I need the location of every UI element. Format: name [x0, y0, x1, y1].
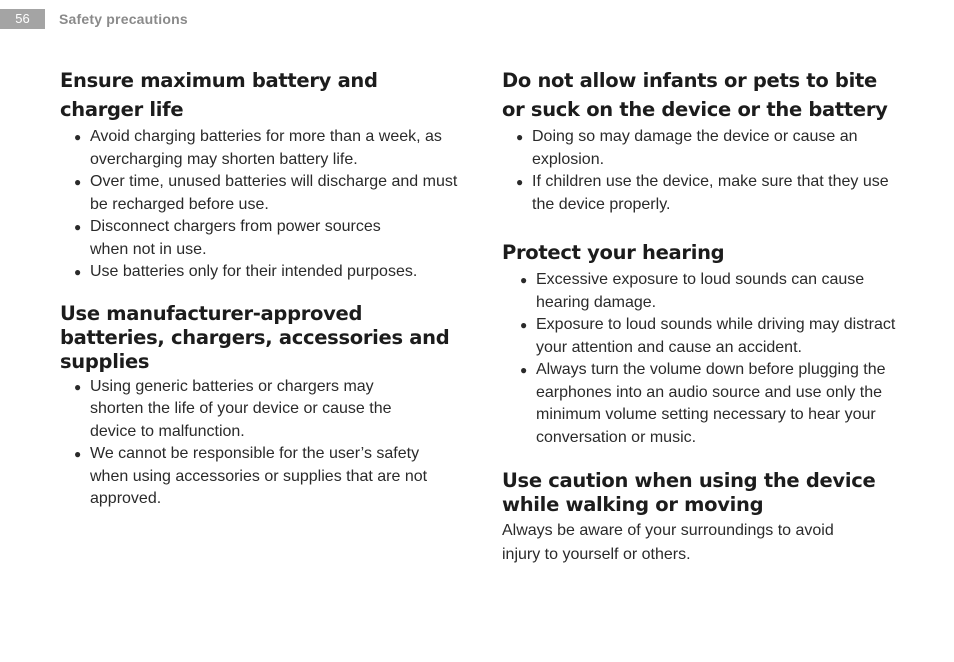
page-number: 56: [0, 9, 45, 29]
approved-section: [60, 302, 460, 511]
infants-list: [502, 126, 892, 216]
infants-section: [502, 66, 902, 216]
left-column: [60, 66, 460, 529]
battery-heading: Ensure maximum battery and charger life: [60, 69, 378, 121]
page-header: [0, 9, 188, 29]
hearing-section: [502, 238, 902, 449]
list-item: ● Use batteries only for their intended purposes.: [90, 261, 460, 284]
list-item: ● Over time, unused batteries will discharge and must be recharged before use.: [90, 171, 460, 216]
list-item: ● Always turn the volume down before plugging the earphones into an audio source and use only the minimum volume setting necessary to hear your conversation or music.: [536, 359, 898, 449]
approved-list: [60, 376, 455, 511]
walking-heading: Use caution when using the device while walking or moving: [502, 469, 876, 516]
walking-text: Always be aware of your surroundings to avoid injury to yourself or others.: [502, 522, 834, 563]
hearing-heading: Protect your hearing: [502, 241, 725, 264]
list-item: ● Disconnect chargers from power sources when not in use.: [90, 216, 420, 261]
list-item: ● Excessive exposure to loud sounds can cause hearing damage.: [536, 269, 898, 314]
walking-section: [502, 469, 902, 567]
list-item: ● Exposure to loud sounds while driving may distract your attention and cause an accident.: [536, 314, 898, 359]
hearing-list: [502, 269, 898, 449]
battery-list: [60, 126, 460, 284]
list-item: ● Avoid charging batteries for more than a week, as overcharging may shorten battery life.: [90, 126, 460, 171]
approved-heading: Use manufacturer-approved batteries, chargers, accessories and supplies: [60, 301, 450, 373]
battery-section: [60, 66, 460, 284]
list-item: ● Doing so may damage the device or cause an explosion.: [532, 126, 892, 171]
list-item: ● If children use the device, make sure that they use the device properly.: [532, 171, 892, 216]
right-column: [502, 66, 902, 585]
list-item: ● We cannot be responsible for the user’s safety when using accessories or supplies that are not approved.: [90, 443, 455, 511]
running-section-title: Safety precautions: [59, 11, 188, 27]
infants-heading: Do not allow infants or pets to bite or suck on the device or the battery: [502, 69, 888, 121]
list-item: ● Using generic batteries or chargers may shorten the life of your device or cause the device to malfunction.: [90, 376, 425, 444]
